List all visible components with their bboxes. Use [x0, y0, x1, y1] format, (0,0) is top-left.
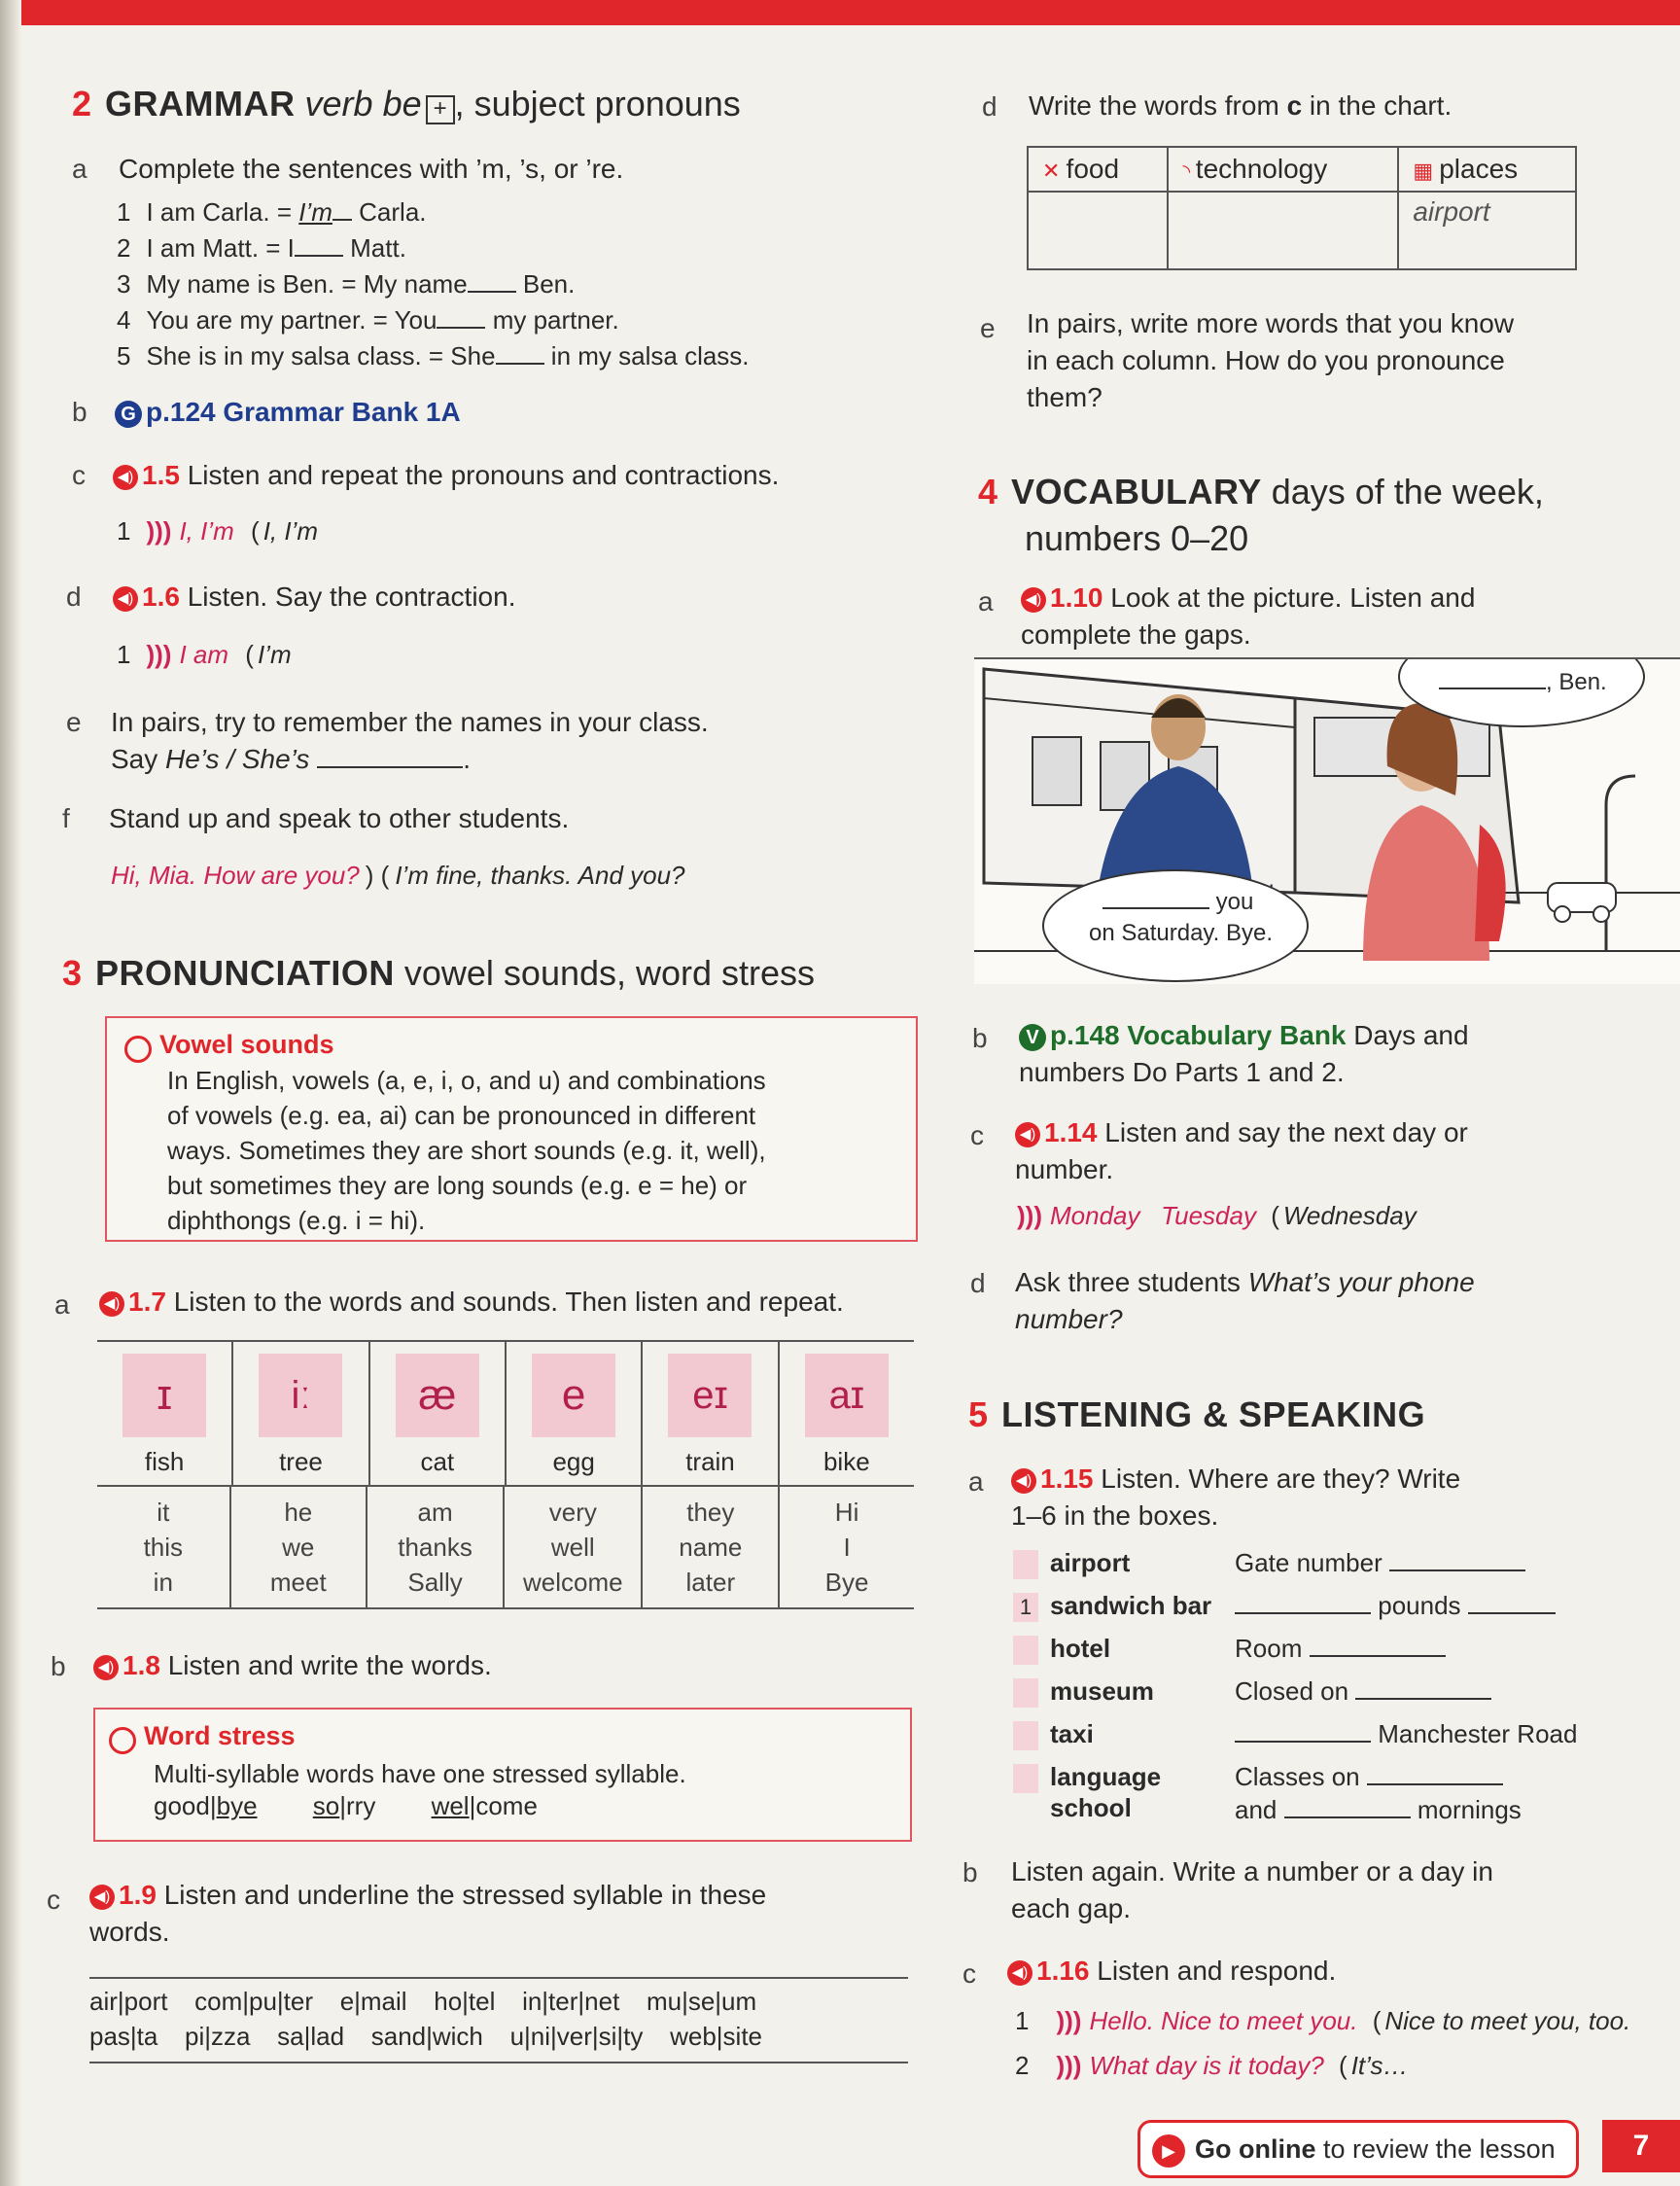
place-row: hotel Room [1013, 1634, 1635, 1676]
book-spine-shadow [0, 0, 21, 2186]
section-number: 2 [72, 84, 92, 123]
exercise-letter: e [66, 707, 82, 737]
audio-icon[interactable]: ◀) [89, 1885, 115, 1910]
page-number: 7 [1602, 2120, 1680, 2172]
places-list [1013, 1548, 1635, 1832]
exercise-2e-instruction: In pairs, try to remember the names in your class. Say He’s / She’s . [111, 707, 709, 774]
vowel-sounds-box [105, 1016, 918, 1242]
answer-box[interactable]: 1 [1013, 1593, 1038, 1622]
answer-gap[interactable] [1310, 1654, 1446, 1657]
pronunciation-section-heading: 3 PRONUNCIATION vowel sounds, word stress [62, 953, 816, 993]
exercise-letter: e [980, 313, 996, 343]
example-words-egg: very well welcome [504, 1487, 642, 1607]
section-title: VOCABULARY [1011, 472, 1262, 511]
stress-word[interactable]: in|ter|net [522, 1987, 620, 2016]
example-2c: 1 ))) I, I’m ( I, I’m [117, 513, 318, 549]
example-5c-2: 2 ))) What day is it today? ( It’s… [1015, 2048, 1408, 2084]
word-stress-title: Word stress [109, 1721, 296, 1754]
answer-box[interactable] [1013, 1678, 1038, 1708]
chart-header-places: ▦ places [1398, 147, 1576, 192]
exercise-letter: b [51, 1651, 66, 1681]
answer-gap[interactable] [496, 362, 544, 365]
speech-bubble-icon: ( [1339, 2051, 1348, 2080]
example-5c-1: 1 ))) Hello. Nice to meet you. ( Nice to meet you, too. [1015, 2003, 1630, 2039]
audio-icon[interactable]: ◀) [99, 1291, 124, 1317]
exercise-4c-instruction: ◀) 1.14 Listen and say the next day or number. [1015, 1117, 1468, 1184]
sound-picture-cat: æ cat [369, 1342, 506, 1485]
answer-gap[interactable] [1102, 906, 1209, 909]
audio-icon[interactable]: ◀) [1011, 1468, 1036, 1494]
sound-picture-bike: aɪ bike [779, 1342, 914, 1485]
place-row: 1 sandwich bar pounds [1013, 1591, 1635, 1634]
section-subtitle: verb be [304, 84, 422, 123]
exercise-letter: d [66, 582, 82, 612]
fork-knife-icon: ✕ [1042, 159, 1067, 183]
sound-picture-train: eɪ train [642, 1342, 778, 1485]
exercise-letter: b [962, 1857, 978, 1887]
exercise-letter: f [62, 803, 70, 833]
answer-gap[interactable] [468, 290, 516, 293]
speech-bubble-icon: ) ( [365, 861, 390, 890]
community-hall-illustration [974, 657, 1680, 984]
exercise-3c-instruction: ◀) 1.9 Listen and underline the stressed syllable in these words. [89, 1880, 767, 1947]
go-online-button[interactable]: ▶ Go online to review the lesson [1138, 2120, 1579, 2178]
exercise-letter: c [47, 1885, 60, 1915]
audio-icon[interactable]: ◀) [113, 586, 138, 612]
exercise-letter: d [982, 91, 998, 122]
track-number: 1.10 [1050, 582, 1103, 613]
sentence-list [117, 194, 836, 374]
stress-word[interactable]: com|pu|ter [194, 1987, 314, 2016]
stress-word[interactable]: web|site [670, 2022, 763, 2051]
section-title: PRONUNCIATION [95, 953, 395, 993]
stress-word[interactable]: u|ni|ver|si|ty [509, 2022, 644, 2051]
exercise-4a-instruction: ◀) 1.10 Look at the picture. Listen and complete the gaps. [1021, 582, 1476, 650]
sound-icon: ))) [146, 516, 172, 546]
track-number: 1.14 [1044, 1117, 1098, 1147]
grammar-bank-icon: G [115, 401, 142, 428]
exercise-2f-instruction: Stand up and speak to other students. [109, 803, 570, 833]
grammar-section-heading [72, 84, 741, 124]
exercise-2c-instruction: ◀) 1.5 Listen and repeat the pronouns and contractions. [113, 457, 779, 494]
exercise-5c-instruction: ◀) 1.16 Listen and respond. [1007, 1953, 1336, 1990]
stress-word[interactable]: e|mail [339, 1987, 407, 2016]
sentence-item: 5 She is in my salsa class. = She in my salsa class. [117, 341, 750, 370]
exercise-letter: c [970, 1120, 984, 1150]
answer-box[interactable] [1013, 1550, 1038, 1579]
track-number: 1.15 [1040, 1463, 1094, 1494]
word-stress-box [93, 1708, 912, 1842]
exercise-4b-instruction: V p.148 Vocabulary Bank Days and numbers Do Parts 1 and 2. [1019, 1017, 1469, 1091]
chart-header-technology: ◝ technology [1168, 147, 1398, 192]
stress-word[interactable]: mu|se|um [646, 1987, 757, 2016]
sentence-item: 1 I am Carla. = I’m Carla. [117, 197, 427, 227]
stress-word[interactable]: pi|zza [185, 2022, 251, 2051]
answer-gap[interactable] [1284, 1816, 1411, 1818]
exercise-5b-instruction: Listen again. Write a number or a day in each gap. [1011, 1856, 1493, 1923]
sentence-item: 3 My name is Ben. = My name Ben. [117, 269, 576, 299]
answer-box[interactable] [1013, 1636, 1038, 1665]
chart-header-food: ✕ food [1028, 147, 1168, 192]
exercise-e-instruction: In pairs, write more words that you know in each column. How do you pronounce them? [1027, 308, 1515, 412]
sentence-item: 2 I am Matt. = I Matt. [117, 233, 406, 263]
section-subtitle-line2: numbers 0–20 [1025, 518, 1249, 558]
section-title: GRAMMAR [105, 84, 296, 123]
exercise-letter: c [962, 1958, 976, 1989]
answer-box[interactable] [1013, 1764, 1038, 1793]
word-chart [1027, 146, 1577, 270]
answer-gap[interactable] [1235, 1740, 1371, 1743]
answer-gap[interactable] [1389, 1569, 1525, 1571]
word-list-top-rule [89, 1977, 908, 1979]
vocabulary-bank-link[interactable]: V p.148 Vocabulary Bank Days and [1019, 1017, 1469, 1054]
speech-bubble-icon: ( [1372, 2006, 1382, 2035]
stress-word[interactable]: sand|wich [370, 2022, 483, 2051]
exercise-letter: a [72, 154, 88, 184]
answer-fill[interactable]: I’m [298, 197, 332, 227]
answer-gap[interactable] [295, 254, 343, 257]
answer-gap[interactable] [437, 326, 485, 329]
magnifier-icon [124, 1036, 152, 1063]
track-number: 1.5 [142, 460, 180, 490]
audio-icon[interactable]: ◀) [1007, 1960, 1032, 1986]
sound-icon: ))) [1056, 2006, 1082, 2035]
listening-section-heading: 5 LISTENING & SPEAKING [968, 1394, 1426, 1434]
sound-icon: ))) [1056, 2051, 1082, 2080]
sound-picture-tree: iː tree [232, 1342, 368, 1485]
audio-icon[interactable]: ◀) [93, 1655, 119, 1680]
example-2f: Hi, Mia. How are you? ) ( I’m fine, thanks. And you? [111, 861, 685, 890]
sound-icon: ))) [1017, 1201, 1042, 1230]
word-stress-examples: good|bye so|rry wel|come [154, 1791, 538, 1820]
example-words-tree: he we meet [230, 1487, 367, 1607]
stress-word[interactable]: pas|ta [89, 2022, 158, 2051]
example-4c: ))) Monday Tuesday ( Wednesday [1017, 1198, 1417, 1234]
exercise-2d-instruction: ◀) 1.6 Listen. Say the contraction. [113, 579, 515, 616]
vowel-sounds-text: In English, vowels (a, e, i, o, and u) and combinations of vowels (e.g. ea, ai) can be pronounced in different ways. Sometimes they are short sounds (e.g. it, well), but sometimes they are long sounds (e.g. e = he) or diphthongs (e.g. i = hi). [167, 1066, 766, 1235]
track-number: 1.6 [142, 582, 180, 612]
exercise-letter: b [972, 1023, 988, 1053]
answer-gap[interactable] [1468, 1611, 1556, 1614]
example-words-cat: am thanks Sally [367, 1487, 504, 1607]
place-row: airport Gate number [1013, 1548, 1635, 1591]
example-words-train: they name later [642, 1487, 779, 1607]
sentence-item: 4 You are my partner. = You my partner. [117, 305, 619, 335]
play-icon: ▶ [1152, 2134, 1185, 2168]
section-subtitle: vowel sounds, word stress [403, 953, 816, 993]
word-list-bottom-rule [89, 2062, 908, 2063]
wifi-icon: ◝ [1182, 161, 1196, 183]
stress-word-list [89, 1984, 762, 2054]
building-icon: ▦ [1413, 159, 1440, 183]
plus-box-icon: + [426, 95, 455, 124]
exercise-5a-instruction: ◀) 1.15 Listen. Where are they? Write 1–6 in the boxes. [1011, 1463, 1461, 1531]
exercise-3b-instruction: ◀) 1.8 Listen and write the words. [93, 1647, 492, 1684]
section-subtitle-rest: , subject pronouns [454, 84, 741, 123]
track-number: 1.8 [122, 1650, 160, 1680]
chart-cell-food[interactable] [1028, 192, 1168, 269]
speech-bubble-icon: ( [1271, 1201, 1279, 1230]
stress-word[interactable]: sa|lad [277, 2022, 345, 2051]
place-row: taxi Manchester Road [1013, 1719, 1635, 1762]
grammar-bank-link[interactable]: G p.124 Grammar Bank 1A [115, 394, 461, 431]
answer-gap[interactable] [1439, 687, 1546, 689]
speech-bubble-ben: , Ben. [1398, 657, 1645, 727]
example-words-fish: it this in [97, 1487, 230, 1607]
exercise-d-instruction: Write the words from c in the chart. [1029, 90, 1452, 121]
track-number: 1.16 [1036, 1956, 1090, 1986]
place-row: museum Closed on [1013, 1676, 1635, 1719]
track-number: 1.9 [119, 1880, 157, 1910]
stress-word[interactable]: air|port [89, 1987, 168, 2016]
speech-bubble-icon: ( [251, 516, 260, 546]
top-red-bar [0, 0, 1680, 25]
exercise-letter: a [968, 1466, 984, 1497]
track-number: 1.7 [128, 1287, 166, 1317]
vocabulary-bank-icon: V [1019, 1024, 1046, 1051]
answer-box[interactable] [1013, 1721, 1038, 1750]
example-2d: 1 ))) I am ( I’m [117, 637, 292, 673]
magnifier-icon [109, 1727, 136, 1754]
chart-cell-places[interactable]: airport [1398, 192, 1576, 269]
exercise-letter: b [72, 397, 88, 427]
example-words-bike: Hi I Bye [824, 1498, 869, 1597]
section-title: LISTENING & SPEAKING [1001, 1394, 1426, 1434]
answer-gap[interactable] [317, 765, 463, 768]
answer-gap[interactable] [1367, 1782, 1503, 1785]
answer-gap[interactable] [1235, 1611, 1371, 1614]
answer-gap[interactable] [1355, 1697, 1491, 1700]
speech-bubble-icon: ( [245, 640, 254, 669]
exercise-letter: a [978, 586, 994, 617]
sound-chart [97, 1340, 914, 1609]
exercise-4d-instruction: Ask three students What’s your phone number? [1015, 1267, 1475, 1334]
audio-icon[interactable]: ◀) [113, 465, 138, 490]
vocabulary-section-heading: 4 VOCABULARY days of the week, numbers 0–20 [978, 469, 1544, 562]
sound-icon: ))) [146, 640, 172, 669]
word-stress-text: Multi-syllable words have one stressed syllable. [154, 1759, 686, 1788]
sound-picture-egg: e egg [506, 1342, 642, 1485]
sound-picture-fish: ɪ fish [97, 1342, 232, 1485]
stress-word[interactable]: ho|tel [434, 1987, 496, 2016]
place-row: language school Classes on and mornings [1013, 1762, 1635, 1832]
section-subtitle: days of the week, [1271, 472, 1544, 511]
vowel-sounds-title: Vowel sounds [124, 1030, 334, 1063]
exercise-3a-instruction: ◀) 1.7 Listen to the words and sounds. Then listen and repeat. [99, 1284, 844, 1321]
exercise-letter: c [72, 460, 86, 490]
exercise-letter: a [54, 1289, 70, 1320]
speech-bubble-man: you on Saturday. Bye. [1042, 869, 1309, 982]
exercise-letter: d [970, 1268, 986, 1298]
audio-icon[interactable]: ◀) [1015, 1122, 1040, 1147]
chart-cell-technology[interactable] [1168, 192, 1398, 269]
audio-icon[interactable]: ◀) [1021, 587, 1046, 613]
exercise-2a-instruction: Complete the sentences with ’m, ’s, or ’re. [119, 154, 624, 184]
